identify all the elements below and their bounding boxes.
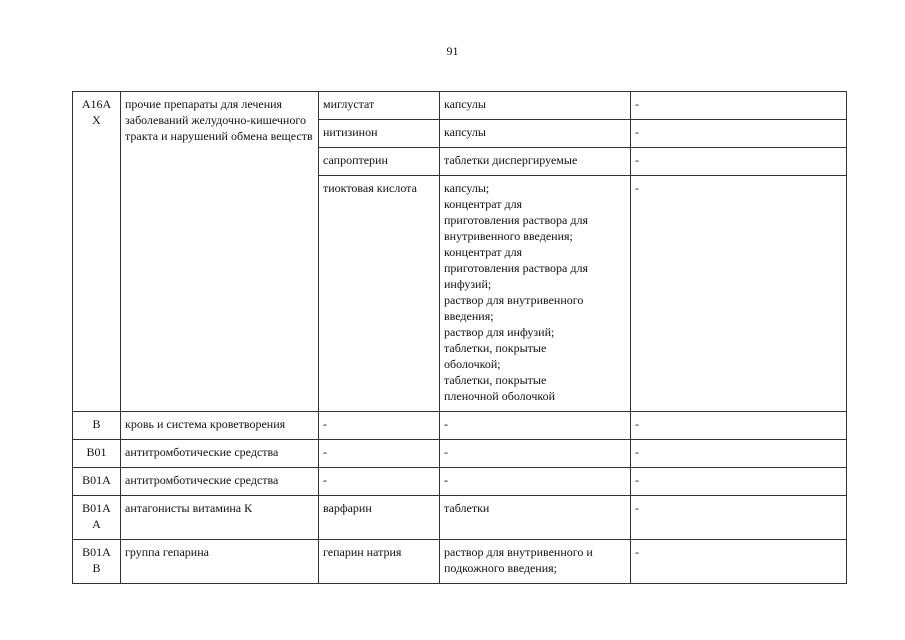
- dosage-form-cell: капсулы: [440, 120, 631, 148]
- drug-name-cell: миглустат: [319, 92, 440, 120]
- table-row: [73, 468, 847, 496]
- drug-name-cell: -: [319, 440, 440, 468]
- dosage-form-line: таблетки, покрытые: [444, 373, 547, 387]
- dosage-form-line: приготовления раствора для: [444, 213, 588, 227]
- dosage-form-line: концентрат для: [444, 197, 523, 211]
- dosage-form-cell: таблетки диспергируемые: [440, 148, 631, 176]
- atc-group-cell: антитромботические средства: [121, 468, 319, 496]
- atc-code-cell: B: [73, 412, 121, 440]
- atc-group-cell: антагонисты витамина К: [121, 496, 319, 540]
- dosage-form-cell: [440, 176, 631, 412]
- note-cell: -: [631, 540, 847, 584]
- drug-name-cell: варфарин: [319, 496, 440, 540]
- page-number: 91: [446, 44, 459, 58]
- atc-group-cell: антитромботические средства: [121, 440, 319, 468]
- dosage-form-line: пленочной оболочкой: [444, 389, 556, 403]
- table-row: [73, 496, 847, 540]
- table-row: [73, 412, 847, 440]
- dosage-form-line: концентрат для: [444, 245, 523, 259]
- dosage-form-line: инфузий;: [444, 277, 492, 291]
- dosage-form-cell: капсулы: [440, 92, 631, 120]
- dosage-form-cell: -: [440, 468, 631, 496]
- note-cell: -: [631, 120, 847, 148]
- table-row: [73, 540, 847, 584]
- dosage-form-cell: -: [440, 412, 631, 440]
- drug-name-cell: -: [319, 412, 440, 440]
- atc-code-cell: B01A: [73, 468, 121, 496]
- atc-group-cell: группа гепарина: [121, 540, 319, 584]
- drug-name-cell: сапроптерин: [319, 148, 440, 176]
- atc-group-cell: кровь и система кроветворения: [121, 412, 319, 440]
- atc-group-cell: прочие препараты для лечения заболеваний желудочно-кишечного тракта и нарушений обмена веществ: [121, 92, 319, 412]
- atc-code-cell: B01A B: [73, 540, 121, 584]
- dosage-form-cell: таблетки: [440, 496, 631, 540]
- dosage-form-line: приготовления раствора для: [444, 261, 588, 275]
- note-cell: -: [631, 92, 847, 120]
- table-row: [73, 92, 847, 120]
- note-cell: -: [631, 412, 847, 440]
- drug-name-cell: нитизинон: [319, 120, 440, 148]
- drug-name-cell: гепарин натрия: [319, 540, 440, 584]
- drug-table: [72, 91, 847, 584]
- dosage-form-line: капсулы;: [444, 181, 490, 195]
- note-cell: -: [631, 176, 847, 412]
- table-row: [73, 440, 847, 468]
- note-cell: -: [631, 440, 847, 468]
- note-cell: -: [631, 496, 847, 540]
- dosage-form-line: введения;: [444, 309, 494, 323]
- dosage-form-cell: -: [440, 440, 631, 468]
- dosage-form-line: раствор для внутривенного: [444, 293, 584, 307]
- atc-code-cell: B01A A: [73, 496, 121, 540]
- dosage-form-cell: раствор для внутривенного и подкожного введения;: [440, 540, 631, 584]
- dosage-form-line: раствор для инфузий;: [444, 325, 555, 339]
- atc-code-cell: B01: [73, 440, 121, 468]
- atc-code-cell: A16A X: [73, 92, 121, 412]
- note-cell: -: [631, 148, 847, 176]
- dosage-form-line: внутривенного введения;: [444, 229, 573, 243]
- note-cell: -: [631, 468, 847, 496]
- drug-name-cell: тиоктовая кислота: [319, 176, 440, 412]
- dosage-form-line: таблетки, покрытые: [444, 341, 547, 355]
- drug-name-cell: -: [319, 468, 440, 496]
- dosage-form-line: оболочкой;: [444, 357, 501, 371]
